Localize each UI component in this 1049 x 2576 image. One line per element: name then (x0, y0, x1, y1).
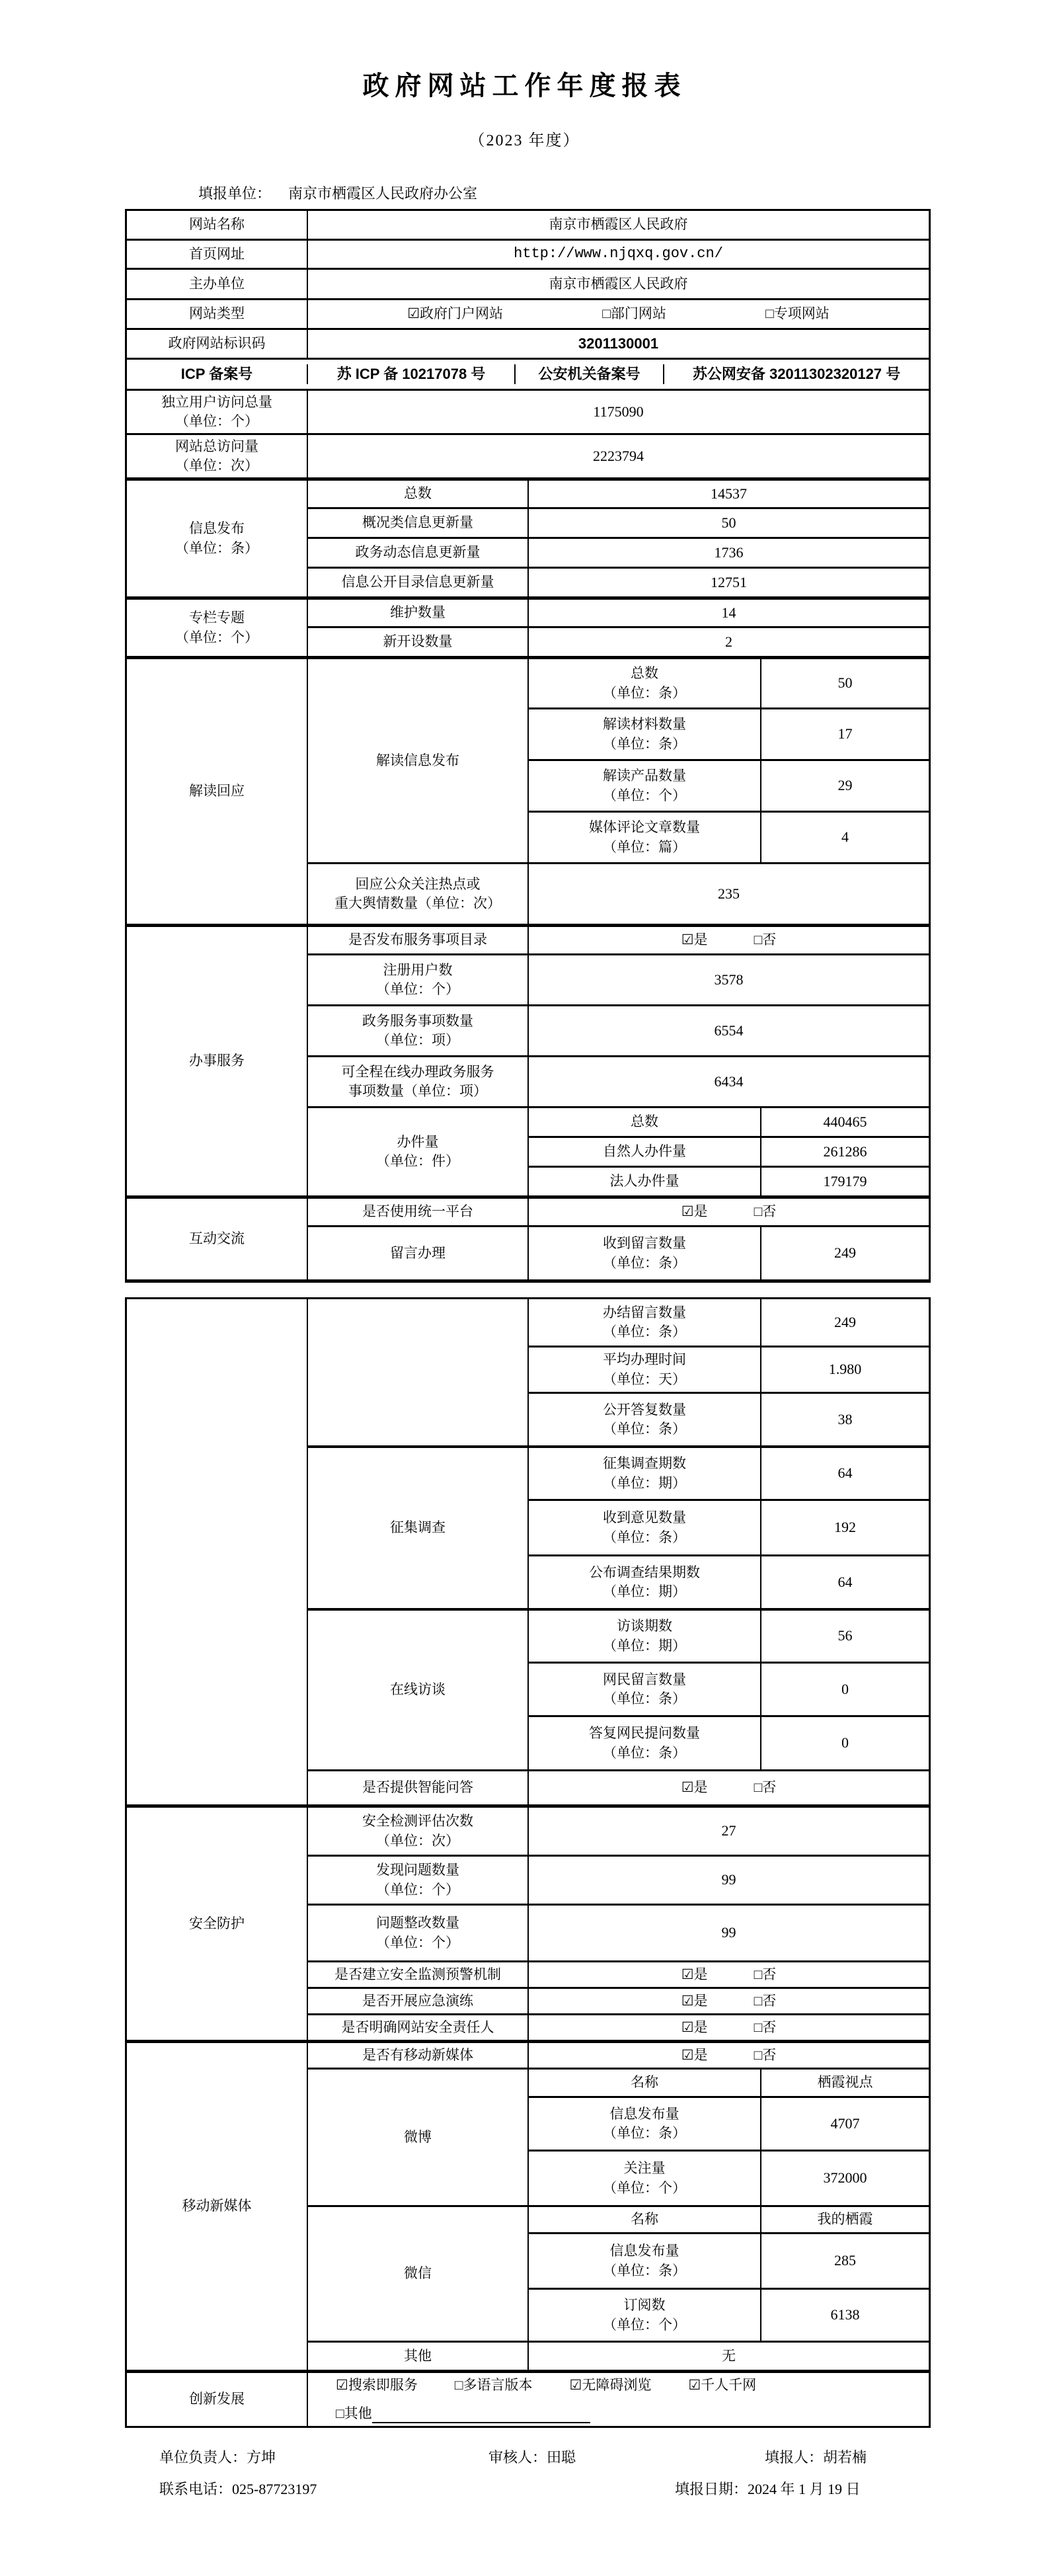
weibo-category: 微博 (307, 2068, 527, 2205)
filing-unit-label: 填报单位： (198, 185, 272, 202)
checked-yes-box: ☑是 (681, 1966, 708, 1982)
page-subtitle: （2023 年度） (469, 132, 580, 149)
checkbox-option-multilang: □多语言版本 (454, 2376, 533, 2393)
hot-response-value: 235 (527, 862, 929, 924)
msg-row-label (527, 1299, 760, 1346)
mobile-media-has-label: 是否有移动新媒体 (307, 2040, 527, 2068)
other-media-value: 无 (527, 2341, 929, 2370)
wechat-row-value: 我的栖霞 (760, 2205, 929, 2232)
msg-row-unit: （单位：条） (603, 1421, 686, 1437)
msg-row-label (527, 1346, 760, 1392)
unique-visitors-value: 1175090 (307, 389, 929, 433)
special-columns-label: 专栏专题 (189, 610, 245, 626)
smart-qa-label: 是否提供智能问答 (307, 1769, 527, 1804)
interp-row-unit: （单位：个） (603, 787, 686, 803)
interpretation-publish-label: 解读信息发布 (307, 656, 527, 862)
info-row-label: 政务动态信息更新量 (307, 537, 527, 567)
unchecked-no-box: □否 (754, 1992, 777, 2009)
info-row-value: 14537 (527, 477, 929, 507)
unified-platform-label: 是否使用统一平台 (307, 1195, 527, 1225)
checkbox-option-personalized: ☑千人千网 (688, 2376, 757, 2393)
other-media-label: 其他 (307, 2341, 527, 2370)
psb-label: 公安机关备案号 (514, 364, 663, 385)
blank-subcategory-continuation (307, 1299, 527, 1445)
innovation-category: 创新发展 (127, 2370, 307, 2426)
service-items-label (307, 1004, 527, 1055)
msg-row-value: 249 (760, 1299, 929, 1346)
hot-response-label (307, 862, 527, 924)
unchecked-no-box: □否 (754, 1966, 777, 1982)
weibo-row-value: 372000 (760, 2150, 929, 2205)
volume-row-label: 法人办件量 (527, 1166, 760, 1195)
case-volume-label-text: 办件量 (397, 1133, 439, 1150)
interview-row-label (527, 1608, 760, 1662)
registered-users-label-text: 注册用户数 (383, 961, 453, 978)
site-type-options (307, 298, 929, 328)
special-columns-unit: （单位：个） (175, 629, 258, 645)
security-row-unit: （单位：个） (376, 1934, 459, 1951)
online-items-label-line2: 事项数量（单位：项） (348, 1083, 487, 1099)
weibo-row-value: 4707 (760, 2096, 929, 2150)
home-url-value: http://www.njqxq.gov.cn/ (307, 239, 929, 268)
msg-row-value: 1.980 (760, 1346, 929, 1392)
survey-row-label-text: 收到意见数量 (603, 1509, 686, 1526)
site-name-value: 南京市栖霞区人民政府 (307, 211, 929, 239)
survey-row-unit: （单位：期） (603, 1474, 686, 1491)
interp-row-value: 29 (760, 759, 929, 811)
page-title: 政府网站工作年度报表 (362, 71, 687, 101)
info-publish-category (127, 477, 307, 596)
unique-visitors-label-text: 独立用户访问总量 (161, 393, 272, 410)
footer-filler-value: 胡若楠 (823, 2449, 867, 2466)
special-columns-category (127, 596, 307, 656)
checked-yes-box: ☑是 (681, 2019, 708, 2035)
hot-response-label-line1: 回应公众关注热点或 (355, 875, 481, 892)
interp-row-label-text: 总数 (631, 665, 658, 682)
weibo-row-label (527, 2150, 760, 2205)
security-row-label-text: 安全检测评估次数 (362, 1813, 473, 1830)
unchecked-no-box: □否 (754, 932, 777, 948)
checked-yes-box: ☑是 (681, 2046, 708, 2063)
checkbox-option-department: □部门网站 (602, 305, 666, 322)
checkbox-option-special: □专项网站 (765, 305, 830, 322)
filing-unit-line (198, 182, 477, 203)
volume-row-value: 179179 (760, 1166, 929, 1195)
footer-phone (159, 2478, 317, 2499)
smart-qa-yesno (527, 1769, 929, 1804)
footer-phone-label: 联系电话： (159, 2481, 233, 2497)
survey-row-label-text: 公布调查结果期数 (589, 1564, 700, 1580)
security-yesno-label: 是否开展应急演练 (307, 1987, 527, 2013)
wechat-row-label-text: 订阅数 (623, 2297, 666, 2314)
volume-row-label: 自然人办件量 (527, 1136, 760, 1166)
interview-row-value: 0 (760, 1662, 929, 1715)
interp-row-value: 50 (760, 656, 929, 707)
msg-row-value: 38 (760, 1392, 929, 1445)
survey-row-unit: （单位：期） (603, 1584, 686, 1599)
footer-date-label: 填报日期： (675, 2481, 748, 2497)
messages-received-value: 249 (760, 1225, 929, 1279)
column-row-label: 维护数量 (307, 596, 527, 626)
msg-row-label (527, 1392, 760, 1445)
info-row-label: 概况类信息更新量 (307, 507, 527, 537)
survey-row-label (527, 1499, 760, 1554)
interpretation-category: 解读回应 (127, 656, 307, 924)
case-volume-unit: （单位：件） (376, 1153, 459, 1169)
survey-row-label (527, 1554, 760, 1608)
service-directory-label: 是否发布服务事项目录 (307, 924, 527, 953)
footer-filler-label: 填报人： (765, 2449, 824, 2466)
icp-label: ICP 备案号 (180, 365, 253, 382)
footer-reviewer (488, 2446, 576, 2467)
messages-received-unit: （单位：条） (603, 1254, 686, 1271)
message-handling-label: 留言办理 (307, 1225, 527, 1279)
interview-category: 在线访谈 (307, 1608, 527, 1769)
innovation-options (307, 2370, 929, 2426)
interp-row-label-text: 媒体评论文章数量 (589, 819, 700, 836)
weibo-row-label-text: 关注量 (623, 2160, 666, 2177)
case-volume-label (307, 1106, 527, 1195)
interview-row-value: 0 (760, 1715, 929, 1769)
checked-yes-box: ☑是 (681, 1779, 708, 1796)
info-publish-label: 信息发布 (189, 520, 245, 537)
unique-visitors-label (127, 389, 307, 433)
filing-unit-value: 南京市栖霞区人民政府办公室 (288, 185, 478, 202)
site-type-label: 网站类型 (127, 298, 307, 328)
service-directory-yesno (527, 924, 929, 953)
innovation-other-underline (372, 2406, 590, 2423)
total-visits-label (127, 433, 307, 477)
registered-users-value: 3578 (527, 953, 929, 1004)
checked-yes-box: ☑是 (681, 1203, 708, 1220)
online-items-label (307, 1055, 527, 1106)
wechat-row-unit: （单位：条） (603, 2262, 686, 2278)
interp-row-unit: （单位：条） (603, 684, 686, 701)
survey-row-value: 64 (760, 1554, 929, 1608)
checkbox-option-search: ☑搜索即服务 (336, 2376, 418, 2393)
interview-row-label (527, 1715, 760, 1769)
home-url-label: 首页网址 (127, 239, 307, 268)
checked-yes-box: ☑是 (681, 1992, 708, 2009)
weibo-row-label: 名称 (527, 2068, 760, 2096)
wechat-row-value: 285 (760, 2232, 929, 2288)
msg-row-label-text: 平均办理时间 (603, 1351, 686, 1368)
survey-category: 征集调查 (307, 1445, 527, 1608)
report-table-page1 (125, 209, 931, 1283)
security-yesno-label: 是否建立安全监测预警机制 (307, 1960, 527, 1987)
security-row-unit: （单位：次） (376, 1832, 459, 1849)
report-table-page2 (125, 1297, 931, 2428)
security-yesno (527, 1987, 929, 2013)
security-yesno-label: 是否明确网站安全责任人 (307, 2013, 527, 2040)
interp-row-label (527, 707, 760, 759)
sponsor-value: 南京市栖霞区人民政府 (307, 268, 929, 298)
info-row-label: 信息公开目录信息更新量 (307, 567, 527, 596)
info-row-value: 12751 (527, 567, 929, 596)
info-row-value: 1736 (527, 537, 929, 567)
security-category: 安全防护 (127, 1804, 307, 2040)
footer-date-value: 2024 年 1 月 19 日 (748, 2481, 861, 2497)
hot-response-label-line2: 重大舆情数量（单位：次） (334, 895, 501, 911)
unchecked-no-box: □否 (754, 1203, 777, 1220)
mobile-media-yesno (527, 2040, 929, 2068)
unchecked-no-box: □否 (754, 2046, 777, 2063)
volume-row-value: 440465 (760, 1106, 929, 1136)
footer-head-label: 单位负责人： (159, 2449, 247, 2466)
interp-row-unit: （单位：条） (603, 735, 686, 752)
info-row-value: 50 (527, 507, 929, 537)
interview-row-unit: （单位：条） (603, 1744, 686, 1761)
security-row-unit: （单位：个） (376, 1881, 459, 1898)
column-row-label: 新开设数量 (307, 626, 527, 656)
column-row-value: 2 (527, 626, 929, 656)
volume-row-value: 261286 (760, 1136, 929, 1166)
unchecked-no-box: □否 (754, 2019, 777, 2035)
survey-row-value: 192 (760, 1499, 929, 1554)
security-row-label (307, 1804, 527, 1855)
interview-row-unit: （单位：期） (603, 1637, 686, 1654)
site-code-value: 3201130001 (307, 328, 929, 358)
security-row-value: 99 (527, 1855, 929, 1904)
info-publish-unit: （单位：条） (175, 540, 258, 556)
psb-value: 苏公网安备 32011302320127 号 (663, 364, 929, 385)
footer-filler (765, 2446, 867, 2467)
interp-row-label (527, 811, 760, 862)
service-items-label-text: 政务服务事项数量 (362, 1012, 473, 1029)
survey-row-label-text: 征集调查期数 (603, 1455, 686, 1472)
site-code-label: 政府网站标识码 (127, 328, 307, 358)
registered-users-label (307, 953, 527, 1004)
unique-visitors-unit: （单位：个） (175, 413, 258, 429)
security-row-label (307, 1904, 527, 1960)
security-yesno (527, 2013, 929, 2040)
interp-row-value: 17 (760, 707, 929, 759)
interview-row-unit: （单位：条） (603, 1691, 686, 1707)
security-row-label (307, 1855, 527, 1904)
sponsor-label: 主办单位 (127, 268, 307, 298)
total-visits-label-text: 网站总访问量 (175, 438, 258, 454)
icp-value: 苏 ICP 备 10217078 号 (307, 364, 514, 385)
checkbox-option-portal: ☑政府门户网站 (407, 305, 504, 322)
interview-row-label-text: 网民留言数量 (603, 1671, 686, 1687)
site-name-label: 网站名称 (189, 216, 245, 233)
checkbox-option-other: □其他 (336, 2405, 372, 2421)
interp-row-value: 4 (760, 811, 929, 862)
volume-row-label: 总数 (527, 1106, 760, 1136)
weibo-row-value: 栖霞视点 (760, 2068, 929, 2096)
wechat-row-unit: （单位：个） (603, 2316, 686, 2333)
checkbox-option-accessibility: ☑无障碍浏览 (569, 2376, 652, 2393)
interview-row-label-text: 答复网民提问数量 (589, 1725, 700, 1742)
footer-reviewer-value: 田聪 (547, 2449, 576, 2466)
interp-row-label-text: 解读材料数量 (603, 716, 686, 733)
unified-platform-yesno (527, 1195, 929, 1225)
unchecked-no-box: □否 (754, 1779, 777, 1796)
online-items-value: 6434 (527, 1055, 929, 1106)
msg-row-label-text: 办结留言数量 (603, 1304, 686, 1320)
msg-row-label-text: 公开答复数量 (603, 1401, 686, 1418)
security-row-value: 99 (527, 1904, 929, 1960)
wechat-row-label: 名称 (527, 2205, 760, 2232)
wechat-row-label (527, 2288, 760, 2341)
wechat-row-label (527, 2232, 760, 2288)
column-row-value: 14 (527, 596, 929, 626)
messages-received-label (527, 1225, 760, 1279)
survey-row-label (527, 1445, 760, 1499)
interp-row-label (527, 759, 760, 811)
security-row-label-text: 问题整改数量 (376, 1915, 459, 1931)
info-row-label: 总数 (307, 477, 527, 507)
msg-row-unit: （单位：天） (603, 1371, 686, 1387)
blank-category-continuation (127, 1299, 307, 1804)
security-row-label-text: 发现问题数量 (376, 1862, 459, 1878)
weibo-row-unit: （单位：个） (603, 2179, 686, 2196)
wechat-category: 微信 (307, 2205, 527, 2341)
interp-row-label-text: 解读产品数量 (603, 768, 686, 784)
security-row-value: 27 (527, 1804, 929, 1855)
services-category: 办事服务 (127, 924, 307, 1195)
footer-phone-value: 025-87723197 (232, 2481, 317, 2497)
total-visits-value: 2223794 (307, 433, 929, 477)
service-items-value: 6554 (527, 1004, 929, 1055)
interp-row-unit: （单位：篇） (603, 838, 686, 855)
wechat-row-value: 6138 (760, 2288, 929, 2341)
registered-users-unit: （单位：个） (376, 981, 459, 997)
interview-row-label-text: 访谈期数 (617, 1618, 672, 1634)
msg-row-unit: （单位：条） (603, 1324, 686, 1340)
weibo-row-label-text: 信息发布量 (609, 2105, 680, 2122)
security-yesno (527, 1960, 929, 1987)
footer-head (159, 2446, 276, 2467)
innovation-options-line2 (336, 2404, 590, 2423)
total-visits-unit: （单位：次） (175, 458, 258, 473)
interp-row-label (527, 656, 760, 707)
interview-row-label (527, 1662, 760, 1715)
interview-row-value: 56 (760, 1608, 929, 1662)
wechat-row-label-text: 信息发布量 (609, 2243, 680, 2259)
innovation-options-line1 (336, 2376, 756, 2395)
survey-row-unit: （单位：条） (603, 1529, 686, 1545)
online-items-label-line1: 可全程在线办理政务服务 (341, 1063, 494, 1080)
interaction-category: 互动交流 (127, 1195, 307, 1279)
weibo-row-unit: （单位：条） (603, 2125, 686, 2141)
footer-date (675, 2478, 861, 2499)
footer-head-value: 方坤 (247, 2449, 276, 2466)
checked-yes-box: ☑是 (681, 932, 708, 948)
survey-row-value: 64 (760, 1445, 929, 1499)
mobile-media-category: 移动新媒体 (127, 2040, 307, 2370)
icp-row (127, 358, 929, 389)
messages-received-label-text: 收到留言数量 (603, 1235, 686, 1252)
service-items-unit: （单位：项） (376, 1032, 459, 1048)
weibo-row-label (527, 2096, 760, 2150)
footer-reviewer-label: 审核人： (488, 2449, 547, 2466)
